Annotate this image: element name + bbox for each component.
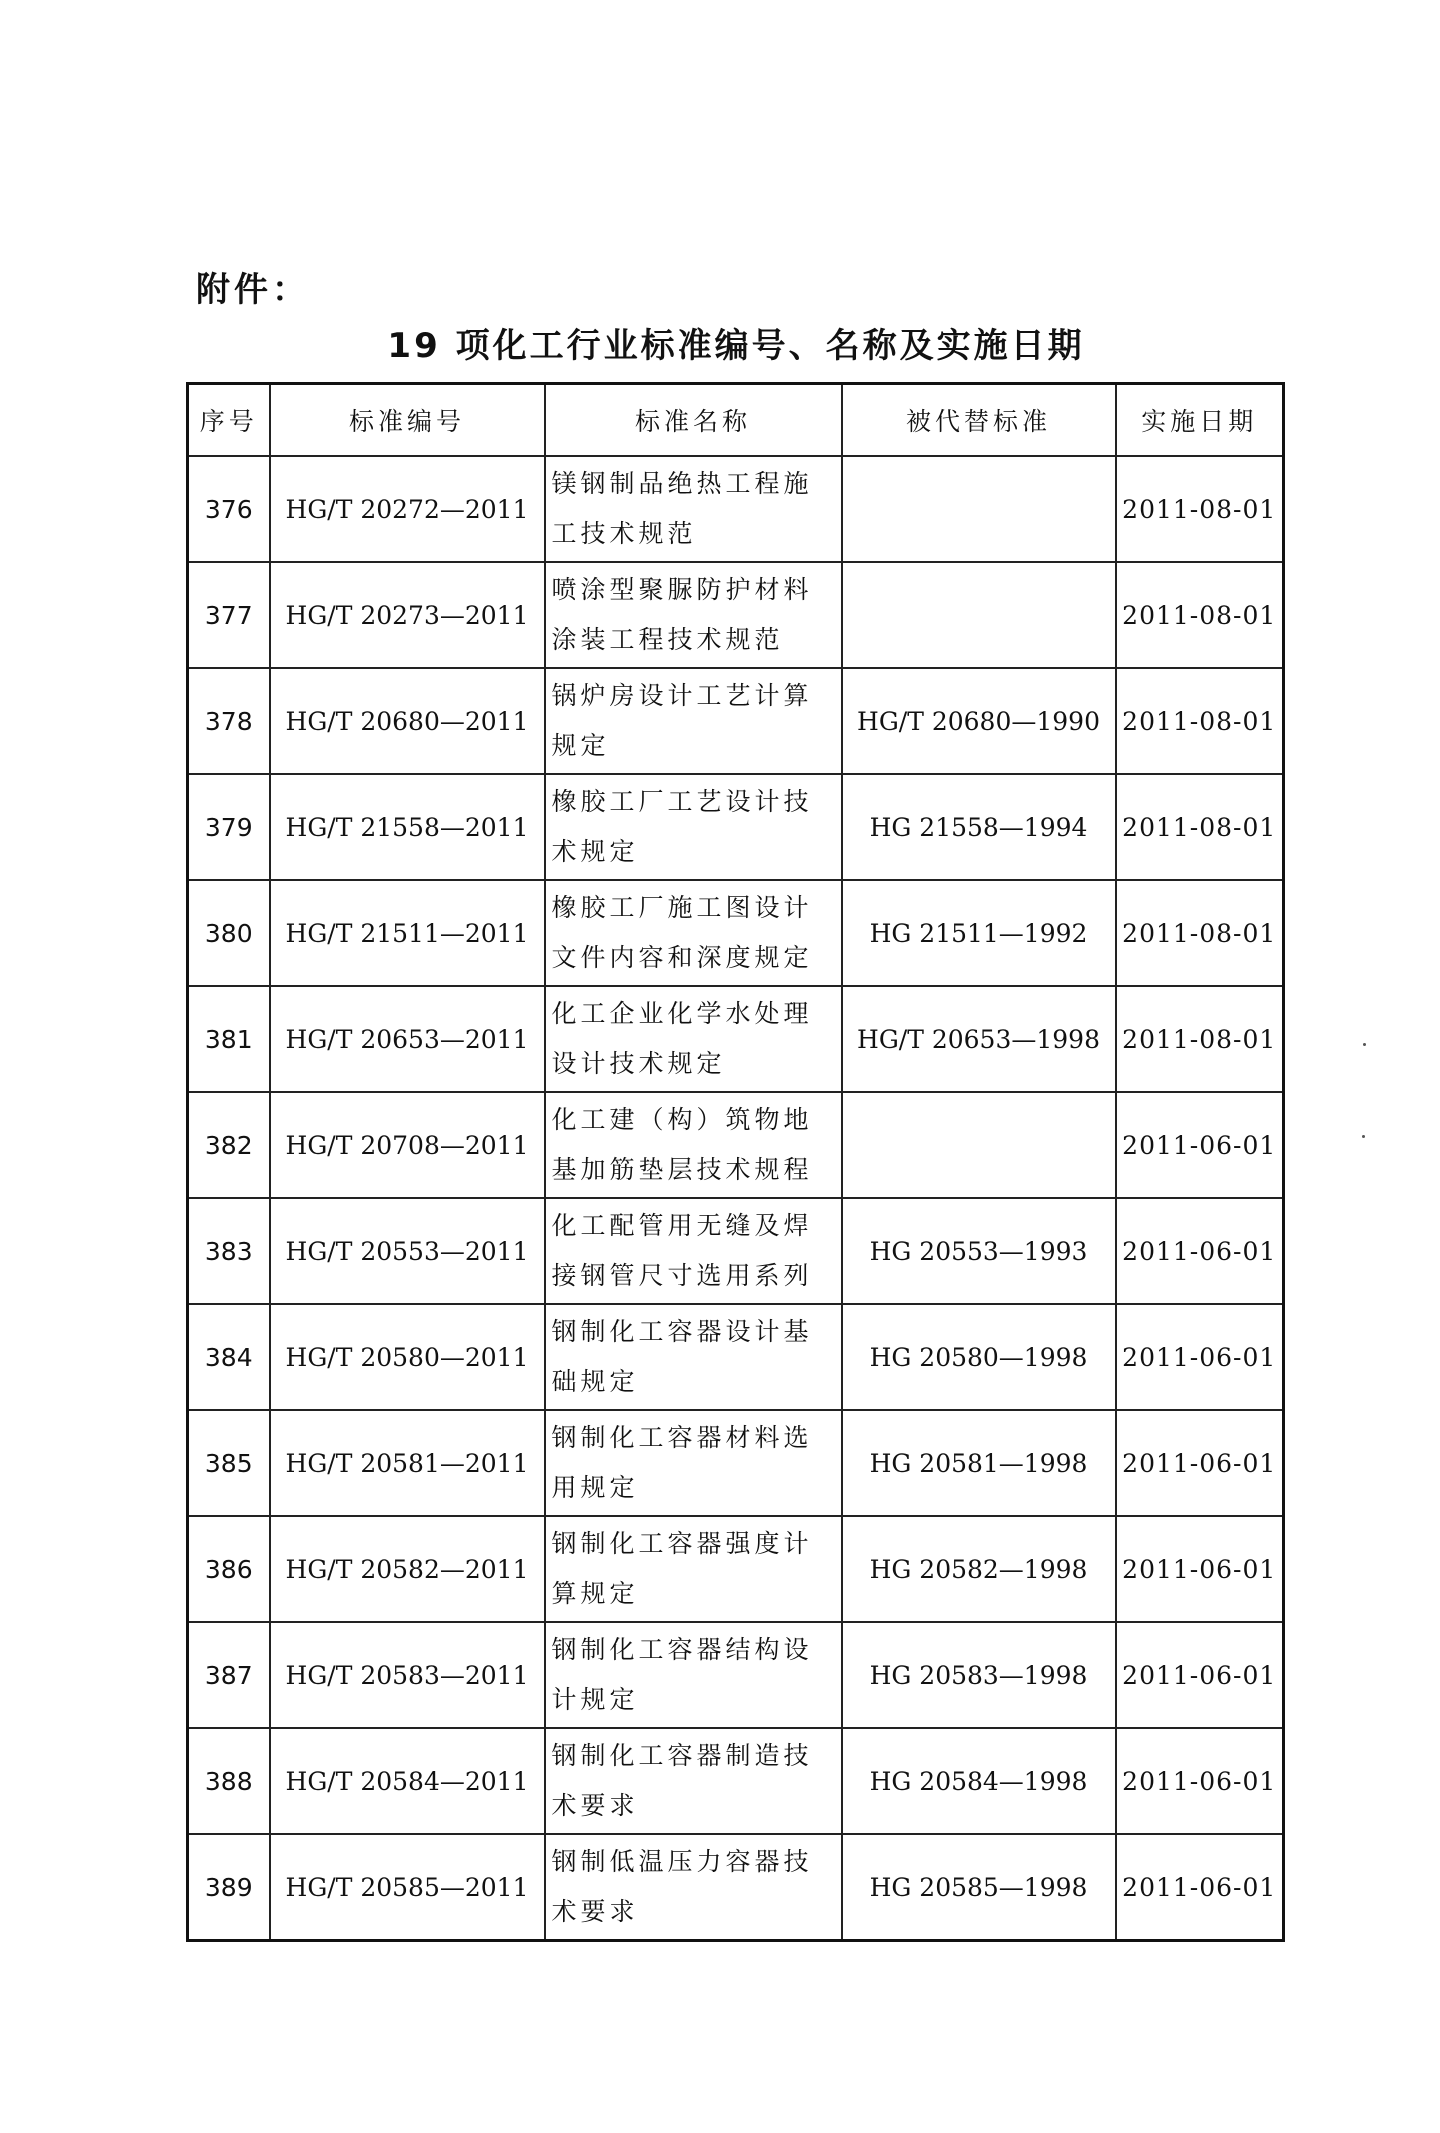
cell-date: 2011-08-01 (1116, 880, 1284, 986)
cell-no: 382 (188, 1092, 270, 1198)
cell-code: HG/T 20653—2011 (270, 986, 545, 1092)
cell-no: 389 (188, 1834, 270, 1941)
table-row (188, 1622, 1284, 1728)
cell-name: 化工企业化学水处理设计技术规定 (545, 986, 842, 1092)
cell-replaced (842, 562, 1116, 668)
cell-code: HG/T 20584—2011 (270, 1728, 545, 1834)
cell-date: 2011-06-01 (1116, 1092, 1284, 1198)
cell-no: 387 (188, 1622, 270, 1728)
cell-code: HG/T 20585—2011 (270, 1834, 545, 1941)
cell-code: HG/T 20272—2011 (270, 456, 545, 562)
table-row (188, 562, 1284, 668)
cell-no: 380 (188, 880, 270, 986)
header-row (188, 384, 1284, 457)
cell-date: 2011-08-01 (1116, 456, 1284, 562)
scan-speck (1362, 1135, 1365, 1138)
cell-replaced: HG 20584—1998 (842, 1728, 1116, 1834)
cell-code: HG/T 20581—2011 (270, 1410, 545, 1516)
header-no: 序号 (188, 384, 270, 457)
cell-date: 2011-08-01 (1116, 986, 1284, 1092)
cell-name: 钢制低温压力容器技术要求 (545, 1834, 842, 1941)
table-row (188, 880, 1284, 986)
cell-code: HG/T 20273—2011 (270, 562, 545, 668)
table-body (188, 456, 1284, 1941)
cell-no: 378 (188, 668, 270, 774)
cell-code: HG/T 21558—2011 (270, 774, 545, 880)
table-row (188, 1198, 1284, 1304)
cell-no: 384 (188, 1304, 270, 1410)
cell-no: 377 (188, 562, 270, 668)
cell-date: 2011-08-01 (1116, 774, 1284, 880)
cell-replaced (842, 1092, 1116, 1198)
cell-date: 2011-08-01 (1116, 668, 1284, 774)
header-replaced: 被代替标准 (842, 384, 1116, 457)
cell-date: 2011-06-01 (1116, 1304, 1284, 1410)
table-row (188, 986, 1284, 1092)
cell-replaced: HG 20583—1998 (842, 1622, 1116, 1728)
cell-replaced: HG/T 20653—1998 (842, 986, 1116, 1092)
cell-code: HG/T 21511—2011 (270, 880, 545, 986)
cell-no: 388 (188, 1728, 270, 1834)
table-header (188, 384, 1284, 457)
table-row (188, 668, 1284, 774)
table-row (188, 456, 1284, 562)
header-code: 标准编号 (270, 384, 545, 457)
cell-no: 379 (188, 774, 270, 880)
cell-code: HG/T 20583—2011 (270, 1622, 545, 1728)
cell-no: 383 (188, 1198, 270, 1304)
cell-code: HG/T 20580—2011 (270, 1304, 545, 1410)
cell-date: 2011-08-01 (1116, 562, 1284, 668)
cell-replaced (842, 456, 1116, 562)
table-row (188, 774, 1284, 880)
cell-replaced: HG 20581—1998 (842, 1410, 1116, 1516)
cell-date: 2011-06-01 (1116, 1410, 1284, 1516)
page-title: 19 项化工行业标准编号、名称及实施日期 (387, 326, 1085, 366)
cell-no: 385 (188, 1410, 270, 1516)
table-row (188, 1728, 1284, 1834)
cell-no: 386 (188, 1516, 270, 1622)
table-row (188, 1834, 1284, 1941)
cell-name: 钢制化工容器制造技术要求 (545, 1728, 842, 1834)
table-row (188, 1304, 1284, 1410)
table-row (188, 1092, 1284, 1198)
cell-name: 镁钢制品绝热工程施工技术规范 (545, 456, 842, 562)
cell-name: 喷涂型聚脲防护材料涂装工程技术规范 (545, 562, 842, 668)
cell-date: 2011-06-01 (1116, 1516, 1284, 1622)
standards-table (186, 382, 1285, 1942)
cell-name: 化工配管用无缝及焊接钢管尺寸选用系列 (545, 1198, 842, 1304)
cell-name: 锅炉房设计工艺计算规定 (545, 668, 842, 774)
cell-name: 化工建（构）筑物地基加筋垫层技术规程 (545, 1092, 842, 1198)
cell-replaced: HG/T 20680—1990 (842, 668, 1116, 774)
cell-replaced: HG 21558—1994 (842, 774, 1116, 880)
header-date: 实施日期 (1116, 384, 1284, 457)
cell-no: 376 (188, 456, 270, 562)
cell-code: HG/T 20708—2011 (270, 1092, 545, 1198)
cell-code: HG/T 20553—2011 (270, 1198, 545, 1304)
cell-replaced: HG 20580—1998 (842, 1304, 1116, 1410)
attachment-label: 附件： (196, 270, 310, 310)
cell-date: 2011-06-01 (1116, 1834, 1284, 1941)
cell-replaced: HG 20582—1998 (842, 1516, 1116, 1622)
cell-replaced: HG 21511—1992 (842, 880, 1116, 986)
cell-date: 2011-06-01 (1116, 1198, 1284, 1304)
cell-name: 橡胶工厂工艺设计技术规定 (545, 774, 842, 880)
cell-name: 钢制化工容器材料选用规定 (545, 1410, 842, 1516)
cell-name: 钢制化工容器强度计算规定 (545, 1516, 842, 1622)
cell-replaced: HG 20553—1993 (842, 1198, 1116, 1304)
cell-date: 2011-06-01 (1116, 1622, 1284, 1728)
cell-code: HG/T 20680—2011 (270, 668, 545, 774)
table-row (188, 1516, 1284, 1622)
cell-replaced: HG 20585—1998 (842, 1834, 1116, 1941)
scan-speck (1363, 1043, 1366, 1046)
cell-code: HG/T 20582—2011 (270, 1516, 545, 1622)
cell-date: 2011-06-01 (1116, 1728, 1284, 1834)
cell-name: 钢制化工容器设计基础规定 (545, 1304, 842, 1410)
table-row (188, 1410, 1284, 1516)
cell-name: 钢制化工容器结构设计规定 (545, 1622, 842, 1728)
cell-no: 381 (188, 986, 270, 1092)
header-name: 标准名称 (545, 384, 842, 457)
cell-name: 橡胶工厂施工图设计文件内容和深度规定 (545, 880, 842, 986)
